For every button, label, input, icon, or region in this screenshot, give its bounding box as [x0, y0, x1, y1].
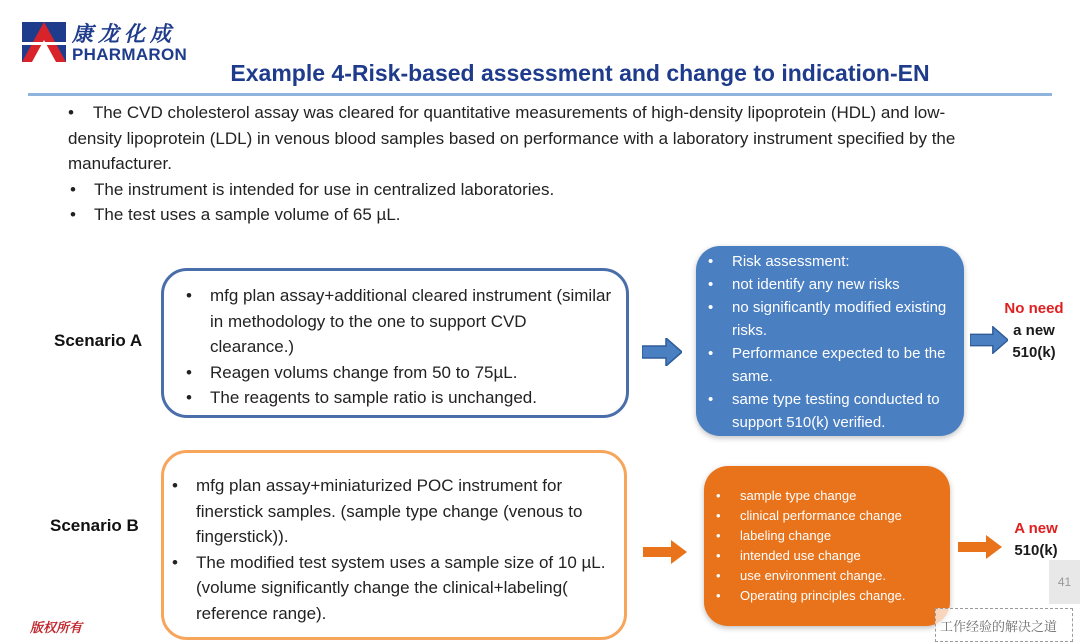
change-item: • use environment change. — [714, 566, 944, 586]
change-item: • labeling change — [714, 526, 944, 546]
scenario-a-plan-box — [161, 268, 629, 418]
scenario-a-risk-assessment-box — [696, 246, 964, 436]
scenario-a-result-text: a new — [1013, 322, 1055, 339]
logo-chinese-name: 康龙化成 — [72, 21, 176, 46]
page-number: 41 — [1049, 560, 1080, 604]
scenario-a-item: • mfg plan assay+additional cleared instrument (similar in methodology to the one to support CVD clearance.) — [184, 283, 612, 360]
scenario-b-result-text: 510(k) — [1014, 542, 1058, 559]
scenario-b-item: • mfg plan assay+miniaturized POC instrument for finerstick samples. (sample type change (venous to fingerstick)). — [170, 473, 614, 550]
scenario-a-result — [994, 298, 1074, 364]
change-item: • intended use change — [714, 546, 944, 566]
risk-assessment-item: • Risk assessment: — [706, 250, 956, 273]
scenario-b-result-highlight: A new — [1014, 520, 1058, 537]
risk-assessment-item: • no significantly modified existing risks. — [706, 296, 956, 342]
scenario-b-result — [996, 518, 1076, 562]
change-item: • Operating principles change. — [714, 586, 944, 606]
arrow-right-icon — [643, 540, 687, 564]
logo-english-name: PHARMARON — [72, 45, 188, 64]
scenario-a-result-highlight: No need — [1004, 300, 1064, 317]
arrow-right-icon — [642, 338, 682, 366]
risk-assessment-item: • not identify any new risks — [706, 273, 956, 296]
copyright-text: 版权所有 — [30, 620, 83, 635]
scenario-b-plan-box — [161, 450, 627, 640]
watermark-text: 工作经验的解决之道 — [940, 619, 1058, 634]
scenario-b-item: • The modified test system uses a sample size of 10 µL. (volume significantly change the clinical+labeling( reference range). — [170, 550, 614, 627]
title-divider — [28, 93, 1052, 96]
intro-bullet: • The test uses a sample volume of 65 µL. — [68, 202, 968, 228]
change-item: • sample type change — [714, 486, 944, 506]
change-item: • clinical performance change — [714, 506, 944, 526]
scenario-b-label: Scenario B — [50, 516, 139, 535]
risk-assessment-item: • same type testing conducted to support 510(k) verified. — [706, 388, 956, 434]
intro-bullet: • The CVD cholesterol assay was cleared for quantitative measurements of high-density lipoprotein (HDL) and low-density lipoprotein (LDL) in venous blood samples based on performance with a laboratory instrument specified by the manufacturer. — [68, 103, 956, 173]
slide-title: Example 4-Risk-based assessment and change to indication-EN — [230, 60, 930, 86]
pharmaron-logo-icon — [22, 22, 66, 62]
scenario-a-item: • Reagen volums change from 50 to 75µL. — [184, 360, 612, 386]
risk-assessment-item: • Performance expected to be the same. — [706, 342, 956, 388]
scenario-b-changes-box — [704, 466, 950, 626]
scenario-a-item: • The reagents to sample ratio is unchanged. — [184, 385, 612, 411]
scenario-a-result-text: 510(k) — [1012, 344, 1056, 361]
scenario-a-label: Scenario A — [54, 331, 143, 350]
intro-bullet: • The instrument is intended for use in centralized laboratories. — [68, 177, 968, 203]
intro-text — [68, 100, 968, 228]
